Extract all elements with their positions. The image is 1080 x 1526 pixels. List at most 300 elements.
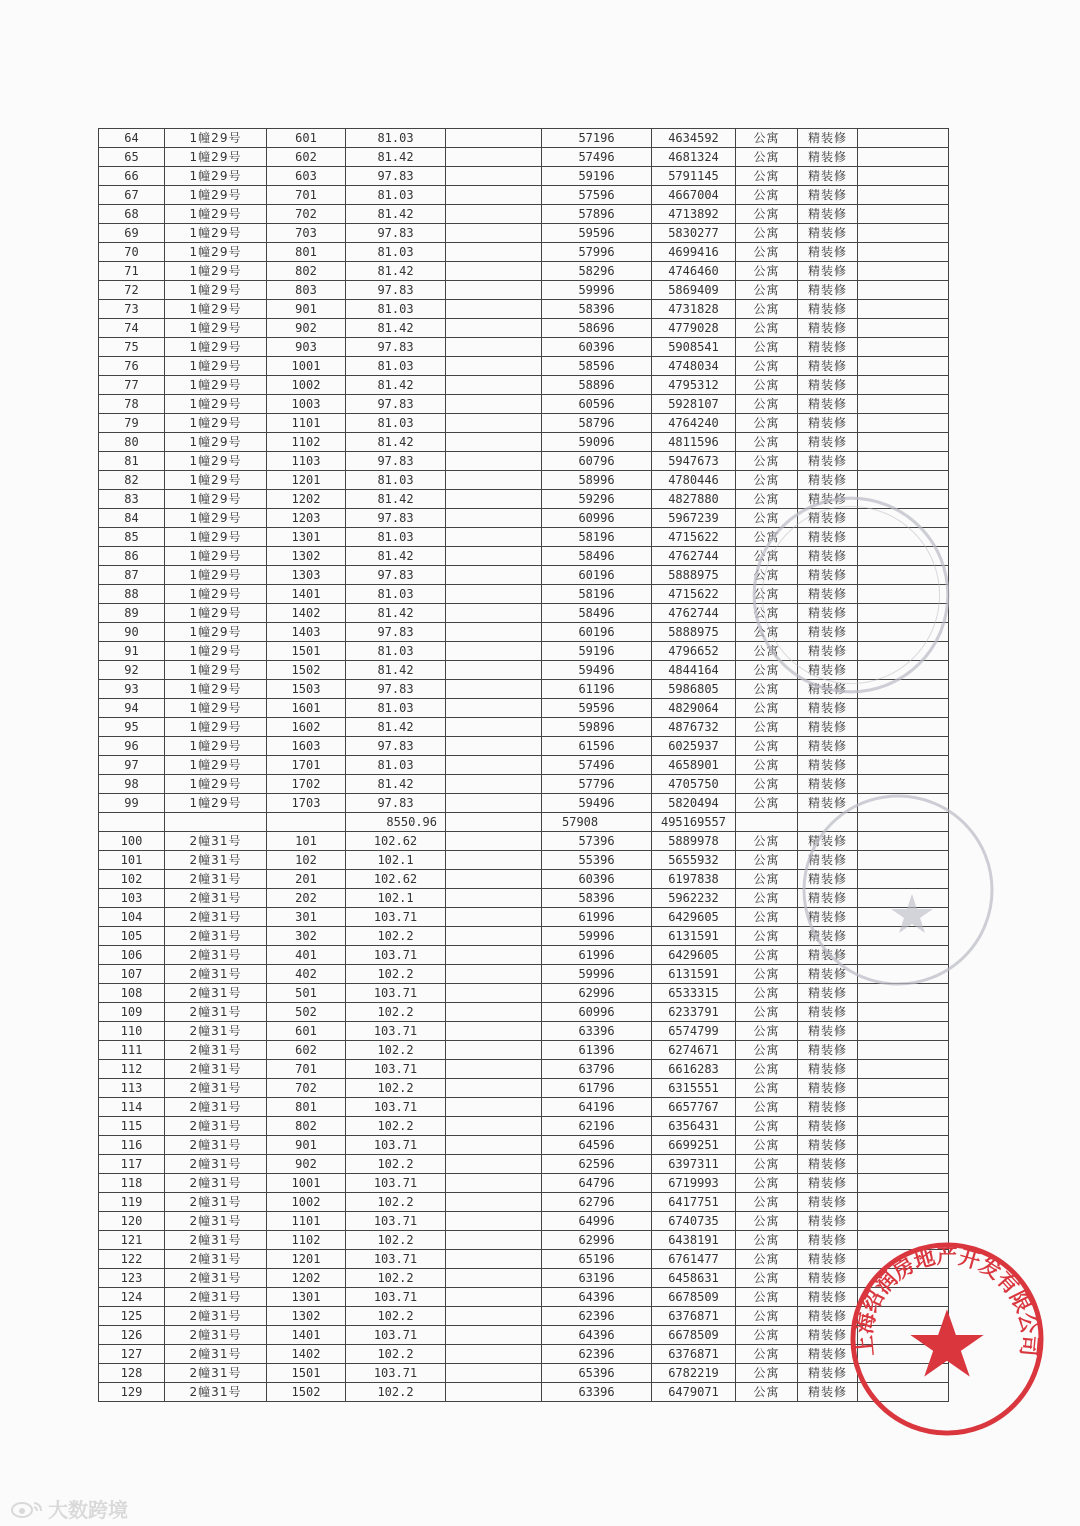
cell-decoration: 精装修 — [798, 984, 858, 1003]
cell-blank — [446, 661, 542, 680]
cell-room: 702 — [267, 1079, 346, 1098]
cell-decoration: 精装修 — [798, 1174, 858, 1193]
table-row — [99, 1174, 949, 1193]
cell-total-price: 4634592 — [652, 129, 736, 148]
cell-no: 74 — [99, 319, 165, 338]
cell-total-price: 6233791 — [652, 1003, 736, 1022]
cell-unit-price: 57796 — [542, 775, 652, 794]
cell-building: 1幢29号 — [165, 338, 267, 357]
cell-area: 102.1 — [346, 889, 446, 908]
cell-blank — [446, 832, 542, 851]
cell-unit-price: 65396 — [542, 1364, 652, 1383]
cell-no: 128 — [99, 1364, 165, 1383]
cell-area: 81.03 — [346, 243, 446, 262]
cell-decoration: 精装修 — [798, 547, 858, 566]
cell-blank — [446, 851, 542, 870]
cell-building: 2幢31号 — [165, 1117, 267, 1136]
cell-no: 64 — [99, 129, 165, 148]
cell-room: 1103 — [267, 452, 346, 471]
cell-blank — [858, 509, 949, 528]
cell-area: 102.2 — [346, 1193, 446, 1212]
cell-unit-price: 64396 — [542, 1326, 652, 1345]
cell-type: 公寓 — [736, 1326, 798, 1345]
cell-type: 公寓 — [736, 414, 798, 433]
cell-total-price: 5967239 — [652, 509, 736, 528]
cell-no: 117 — [99, 1155, 165, 1174]
table-row — [99, 870, 949, 889]
cell-no: 102 — [99, 870, 165, 889]
cell-decoration: 精装修 — [798, 1003, 858, 1022]
cell-type: 公寓 — [736, 699, 798, 718]
cell-room: 302 — [267, 927, 346, 946]
cell-type: 公寓 — [736, 281, 798, 300]
cell-no: 84 — [99, 509, 165, 528]
cell-building: 1幢29号 — [165, 205, 267, 224]
cell-unit-price: 58596 — [542, 357, 652, 376]
cell-area: 97.83 — [346, 680, 446, 699]
cell-type: 公寓 — [736, 1364, 798, 1383]
table-row — [99, 1003, 949, 1022]
cell-building: 2幢31号 — [165, 1250, 267, 1269]
cell-decoration: 精装修 — [798, 1060, 858, 1079]
cell-no: 81 — [99, 452, 165, 471]
cell-blank — [858, 585, 949, 604]
cell-building: 2幢31号 — [165, 965, 267, 984]
cell-room: 601 — [267, 1022, 346, 1041]
cell-no: 87 — [99, 566, 165, 585]
cell-unit-price: 60996 — [542, 509, 652, 528]
cell-area: 102.2 — [346, 1155, 446, 1174]
cell-building: 1幢29号 — [165, 547, 267, 566]
cell-unit-price: 61396 — [542, 1041, 652, 1060]
cell-no: 126 — [99, 1326, 165, 1345]
cell-area: 81.03 — [346, 585, 446, 604]
cell-type: 公寓 — [736, 908, 798, 927]
cell-total-price: 6131591 — [652, 927, 736, 946]
cell-decoration: 精装修 — [798, 680, 858, 699]
table-row — [99, 376, 949, 395]
cell-blank — [446, 300, 542, 319]
cell-total-price: 6274671 — [652, 1041, 736, 1060]
cell-no: 110 — [99, 1022, 165, 1041]
cell-area: 102.62 — [346, 832, 446, 851]
cell-type: 公寓 — [736, 1155, 798, 1174]
cell-blank — [858, 262, 949, 281]
cell-decoration: 精装修 — [798, 908, 858, 927]
cell-blank — [858, 528, 949, 547]
cell-building: 2幢31号 — [165, 1174, 267, 1193]
cell-unit-price: 62396 — [542, 1345, 652, 1364]
table-row — [99, 414, 949, 433]
cell-no: 104 — [99, 908, 165, 927]
cell-unit-price: 62796 — [542, 1193, 652, 1212]
cell-type: 公寓 — [736, 357, 798, 376]
cell-building: 2幢31号 — [165, 1307, 267, 1326]
cell-building: 1幢29号 — [165, 281, 267, 300]
cell-building: 2幢31号 — [165, 1212, 267, 1231]
cell-area: 97.83 — [346, 338, 446, 357]
cell-decoration: 精装修 — [798, 319, 858, 338]
cell-blank — [858, 604, 949, 623]
cell-room: 901 — [267, 300, 346, 319]
cell-total-price: 5889978 — [652, 832, 736, 851]
cell-decoration: 精装修 — [798, 243, 858, 262]
table-row — [99, 585, 949, 604]
cell-total-price: 6356431 — [652, 1117, 736, 1136]
cell-unit-price: 58196 — [542, 585, 652, 604]
table-row — [99, 661, 949, 680]
cell-building: 1幢29号 — [165, 623, 267, 642]
cell-blank — [858, 680, 949, 699]
cell-area: 81.42 — [346, 433, 446, 452]
table-row — [99, 509, 949, 528]
cell-blank — [858, 1383, 949, 1402]
cell-blank — [858, 319, 949, 338]
cell-decoration: 精装修 — [798, 965, 858, 984]
cell-unit-price: 59196 — [542, 642, 652, 661]
cell-blank — [858, 1231, 949, 1250]
cell-unit-price: 59296 — [542, 490, 652, 509]
cell-building: 1幢29号 — [165, 300, 267, 319]
cell-type: 公寓 — [736, 585, 798, 604]
cell-type: 公寓 — [736, 680, 798, 699]
cell-blank — [858, 1364, 949, 1383]
cell-total-price: 4876732 — [652, 718, 736, 737]
cell-blank — [446, 623, 542, 642]
cell-blank — [446, 1155, 542, 1174]
cell-decoration: 精装修 — [798, 414, 858, 433]
cell-room: 1502 — [267, 1383, 346, 1402]
cell-unit-price: 60396 — [542, 338, 652, 357]
cell-area: 102.2 — [346, 965, 446, 984]
cell-building: 2幢31号 — [165, 1060, 267, 1079]
cell-type: 公寓 — [736, 718, 798, 737]
cell-unit-price: 63396 — [542, 1383, 652, 1402]
cell-no: 127 — [99, 1345, 165, 1364]
table-row — [99, 908, 949, 927]
cell-blank — [858, 205, 949, 224]
cell-decoration: 精装修 — [798, 509, 858, 528]
cell-room: 1302 — [267, 1307, 346, 1326]
cell-total-price: 4779028 — [652, 319, 736, 338]
cell-blank — [858, 224, 949, 243]
cell-total-price: 4780446 — [652, 471, 736, 490]
cell-type: 公寓 — [736, 566, 798, 585]
cell-room: 401 — [267, 946, 346, 965]
cell-building: 1幢29号 — [165, 566, 267, 585]
cell-total-price: 6397311 — [652, 1155, 736, 1174]
cell-blank — [446, 395, 542, 414]
cell-unit-price: 55396 — [542, 851, 652, 870]
cell-decoration: 精装修 — [798, 357, 858, 376]
cell-room: 1003 — [267, 395, 346, 414]
cell-unit-price: 61596 — [542, 737, 652, 756]
cell-type: 公寓 — [736, 338, 798, 357]
table-row — [99, 623, 949, 642]
cell-room: 1303 — [267, 566, 346, 585]
cell-decoration: 精装修 — [798, 1212, 858, 1231]
cell-type: 公寓 — [736, 661, 798, 680]
cell-decoration: 精装修 — [798, 452, 858, 471]
table-body — [99, 129, 949, 1402]
cell-no: 66 — [99, 167, 165, 186]
cell-no: 69 — [99, 224, 165, 243]
table-row — [99, 1117, 949, 1136]
cell-area: 81.42 — [346, 262, 446, 281]
cell-unit-price: 61796 — [542, 1079, 652, 1098]
cell-total-price: 4827880 — [652, 490, 736, 509]
cell-blank — [858, 813, 949, 832]
cell-decoration: 精装修 — [798, 737, 858, 756]
cell-total-price: 6429605 — [652, 946, 736, 965]
table-row — [99, 1307, 949, 1326]
cell-no: 105 — [99, 927, 165, 946]
cell-unit-price: 64196 — [542, 1098, 652, 1117]
cell-building: 2幢31号 — [165, 1003, 267, 1022]
cell-building: 1幢29号 — [165, 737, 267, 756]
cell-total-price: 4705750 — [652, 775, 736, 794]
cell-building: 2幢31号 — [165, 1098, 267, 1117]
cell-building: 1幢29号 — [165, 680, 267, 699]
cell-decoration: 精装修 — [798, 870, 858, 889]
cell-total-price: 5947673 — [652, 452, 736, 471]
cell-total-price: 4746460 — [652, 262, 736, 281]
cell-type: 公寓 — [736, 1288, 798, 1307]
cell-type: 公寓 — [736, 528, 798, 547]
cell-unit-price: 63396 — [542, 1022, 652, 1041]
cell-blank — [858, 1193, 949, 1212]
cell-blank — [858, 1079, 949, 1098]
cell-area: 102.2 — [346, 1269, 446, 1288]
cell-decoration: 精装修 — [798, 490, 858, 509]
cell-total-price: 4667004 — [652, 186, 736, 205]
cell-type: 公寓 — [736, 1060, 798, 1079]
cell-area: 102.2 — [346, 1307, 446, 1326]
cell-no: 109 — [99, 1003, 165, 1022]
cell-blank — [446, 1079, 542, 1098]
cell-total-price: 5830277 — [652, 224, 736, 243]
cell-no: 108 — [99, 984, 165, 1003]
cell-no: 99 — [99, 794, 165, 813]
table-row — [99, 794, 949, 813]
cell-building: 1幢29号 — [165, 528, 267, 547]
cell-blank — [446, 205, 542, 224]
cell-unit-price: 64596 — [542, 1136, 652, 1155]
cell-decoration: 精装修 — [798, 718, 858, 737]
cell-area: 103.71 — [346, 908, 446, 927]
cell-type: 公寓 — [736, 1269, 798, 1288]
cell-total-price: 6533315 — [652, 984, 736, 1003]
cell-blank — [446, 167, 542, 186]
cell-room: 1301 — [267, 528, 346, 547]
cell-area: 103.71 — [346, 1136, 446, 1155]
cell-total-price: 6131591 — [652, 965, 736, 984]
cell-type: 公寓 — [736, 1212, 798, 1231]
cell-no: 100 — [99, 832, 165, 851]
cell-no: 88 — [99, 585, 165, 604]
cell-total-price: 4795312 — [652, 376, 736, 395]
cell-decoration: 精装修 — [798, 1288, 858, 1307]
cell-no: 101 — [99, 851, 165, 870]
cell-room: 1102 — [267, 1231, 346, 1250]
cell-no: 96 — [99, 737, 165, 756]
cell-area: 81.42 — [346, 148, 446, 167]
cell-decoration: 精装修 — [798, 661, 858, 680]
cell-total-price: 5908541 — [652, 338, 736, 357]
cell-room: 1501 — [267, 1364, 346, 1383]
watermark — [10, 1494, 128, 1523]
cell-type: 公寓 — [736, 148, 798, 167]
cell-blank — [446, 604, 542, 623]
cell-type: 公寓 — [736, 1098, 798, 1117]
cell-building: 1幢29号 — [165, 129, 267, 148]
table-row — [99, 300, 949, 319]
cell-building: 1幢29号 — [165, 699, 267, 718]
cell-building: 1幢29号 — [165, 262, 267, 281]
cell-total-price: 4658901 — [652, 756, 736, 775]
table-row — [99, 319, 949, 338]
cell-blank — [446, 585, 542, 604]
cell-decoration: 精装修 — [798, 1117, 858, 1136]
cell-unit-price: 61996 — [542, 908, 652, 927]
cell-decoration: 精装修 — [798, 1383, 858, 1402]
cell-no: 65 — [99, 148, 165, 167]
table-row — [99, 756, 949, 775]
cell-area: 97.83 — [346, 566, 446, 585]
cell-unit-price: 58396 — [542, 889, 652, 908]
cell-blank — [858, 661, 949, 680]
cell-unit-price: 64396 — [542, 1288, 652, 1307]
cell-total-price: 6699251 — [652, 1136, 736, 1155]
cell-total-price: 6782219 — [652, 1364, 736, 1383]
cell-blank — [446, 148, 542, 167]
cell-no: 78 — [99, 395, 165, 414]
cell-area: 97.83 — [346, 167, 446, 186]
cell-type: 公寓 — [736, 1174, 798, 1193]
cell-area: 102.2 — [346, 1231, 446, 1250]
cell-unit-price: 57196 — [542, 129, 652, 148]
cell-total-price: 4681324 — [652, 148, 736, 167]
cell-type: 公寓 — [736, 1003, 798, 1022]
cell-building: 1幢29号 — [165, 604, 267, 623]
cell-decoration: 精装修 — [798, 1250, 858, 1269]
cell-room: 801 — [267, 243, 346, 262]
cell-area: 81.42 — [346, 661, 446, 680]
table-row — [99, 642, 949, 661]
cell-room: 701 — [267, 1060, 346, 1079]
cell-decoration: 精装修 — [798, 566, 858, 585]
cell-no: 82 — [99, 471, 165, 490]
cell-unit-price: 65196 — [542, 1250, 652, 1269]
cell-room: 1202 — [267, 1269, 346, 1288]
cell-blank — [858, 357, 949, 376]
cell-decoration: 精装修 — [798, 585, 858, 604]
cell-room: 101 — [267, 832, 346, 851]
cell-room: 1202 — [267, 490, 346, 509]
cell-unit-price: 57896 — [542, 205, 652, 224]
table-row — [99, 129, 949, 148]
cell-blank — [446, 319, 542, 338]
cell-no: 111 — [99, 1041, 165, 1060]
cell-type: 公寓 — [736, 1307, 798, 1326]
table-row — [99, 148, 949, 167]
table-row — [99, 1136, 949, 1155]
cell-area: 102.2 — [346, 927, 446, 946]
cell-blank — [858, 452, 949, 471]
cell-unit-price: 63796 — [542, 1060, 652, 1079]
table-row — [99, 1250, 949, 1269]
table-row — [99, 1155, 949, 1174]
cell-blank — [858, 471, 949, 490]
cell-room: 802 — [267, 1117, 346, 1136]
cell-building: 1幢29号 — [165, 718, 267, 737]
cell-unit-price: 59996 — [542, 927, 652, 946]
cell-blank — [446, 1003, 542, 1022]
cell-no: 129 — [99, 1383, 165, 1402]
cell-building — [165, 813, 267, 832]
cell-building: 2幢31号 — [165, 1155, 267, 1174]
table-row — [99, 433, 949, 452]
cell-decoration: 精装修 — [798, 832, 858, 851]
table-row — [99, 281, 949, 300]
cell-blank — [858, 1022, 949, 1041]
cell-decoration — [798, 813, 858, 832]
cell-building: 2幢31号 — [165, 1136, 267, 1155]
cell-area: 81.42 — [346, 490, 446, 509]
cell-type: 公寓 — [736, 452, 798, 471]
cell-room: 1101 — [267, 414, 346, 433]
cell-blank — [858, 775, 949, 794]
cell-total-price: 6376871 — [652, 1345, 736, 1364]
cell-area: 81.03 — [346, 186, 446, 205]
cell-room: 201 — [267, 870, 346, 889]
table-row — [99, 737, 949, 756]
cell-type: 公寓 — [736, 737, 798, 756]
cell-blank — [858, 756, 949, 775]
cell-building: 1幢29号 — [165, 661, 267, 680]
cell-blank — [446, 262, 542, 281]
cell-type: 公寓 — [736, 471, 798, 490]
cell-blank — [446, 1269, 542, 1288]
table-row — [99, 775, 949, 794]
cell-building: 2幢31号 — [165, 1364, 267, 1383]
cell-blank — [446, 1345, 542, 1364]
cell-blank — [858, 1288, 949, 1307]
cell-type: 公寓 — [736, 946, 798, 965]
cell-decoration: 精装修 — [798, 775, 858, 794]
table-row — [99, 566, 949, 585]
cell-blank — [446, 1022, 542, 1041]
cell-room: 301 — [267, 908, 346, 927]
cell-blank — [858, 1117, 949, 1136]
cell-blank — [446, 1117, 542, 1136]
cell-decoration: 精装修 — [798, 699, 858, 718]
cell-unit-price: 59996 — [542, 281, 652, 300]
cell-area: 103.71 — [346, 1250, 446, 1269]
cell-room: 1401 — [267, 585, 346, 604]
cell-building: 2幢31号 — [165, 1193, 267, 1212]
cell-total-price: 5986805 — [652, 680, 736, 699]
cell-blank — [446, 642, 542, 661]
cell-building: 2幢31号 — [165, 889, 267, 908]
cell-building: 1幢29号 — [165, 357, 267, 376]
cell-area: 81.03 — [346, 528, 446, 547]
cell-area: 103.71 — [346, 1174, 446, 1193]
subtotal-row — [99, 813, 949, 832]
cell-decoration: 精装修 — [798, 471, 858, 490]
cell-area: 103.71 — [346, 1022, 446, 1041]
table-row — [99, 1364, 949, 1383]
